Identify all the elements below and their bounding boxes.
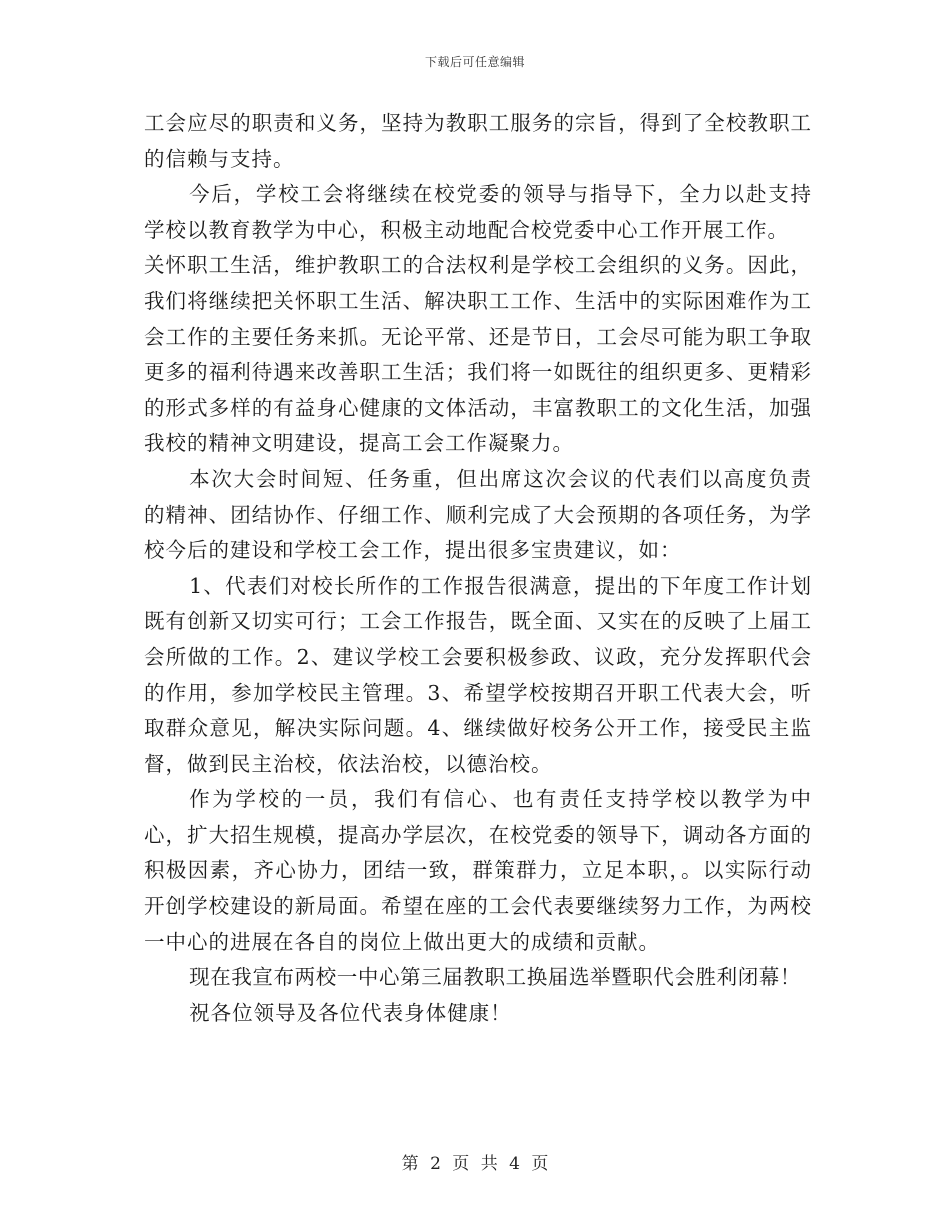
paragraph-commitment: 作为学校的一员，我们有信心、也有责任支持学校以教学为中心，扩大招生规模，提高办学层次，在校党委的领导下，调动各方面的积极因素，齐心协力，团结一致，群策群力，立足本职，。以实际行动开创学校建设的新局面。希望在座的工会代表要继续努力工作，为两校一中心的进展在各自的岗位上做出更大的成绩和贡献。: [144, 787, 812, 954]
paragraph-closing-announcement: 现在我宣布两校一中心第三届教职工换届选举暨职代会胜利闭幕！: [189, 965, 801, 990]
page-number-footer: 第 2 页 共 4 页: [401, 1154, 549, 1174]
page-header: 下载后可任意编辑: [424, 55, 525, 69]
document-body: [144, 106, 812, 1031]
paragraph-future-plans: 今后，学校工会将继续在校党委的领导与指导下，全力以赴支持学校以教育教学为中心，积极主动地配合校党委中心工作开展工作。: [144, 182, 812, 242]
paragraph-suggestions-list: 1、代表们对校长所作的工作报告很满意，提出的下年度工作计划既有创新又切实可行；工会工作报告，既全面、又实在的反映了上届工会所做的工作。2、建议学校工会要积极参政、议政，充分发挥职代会的作用，参加学校民主管理。3、希望学校按期召开职工代表大会，听取群众意见，解决实际问题。4、继续做好校务公开工作，接受民主监督，做到民主治校，依法治校，以德治校。: [144, 573, 812, 776]
paragraph-wishes: 祝各位领导及各位代表身体健康！: [189, 1000, 512, 1025]
paragraph-continued: 工会应尽的职责和义务，坚持为教职工服务的宗旨，得到了全校教职工的信赖与支持。: [144, 111, 812, 171]
paragraph-care-for-staff: 关怀职工生活，维护教职工的合法权利是学校工会组织的义务。因此，我们将继续把关怀职工生活、解决职工工作、生活中的实际困难作为工会工作的主要任务来抓。无论平常、还是节日，工会尽可能为职工争取更多的福利待遇来改善职工生活；我们将一如既往的组织更多、更精彩的形式多样的有益身心健康的文体活动，丰富教职工的文化生活，加强我校的精神文明建设，提高工会工作凝聚力。: [144, 253, 812, 456]
paragraph-meeting-summary: 本次大会时间短、任务重，但出席这次会议的代表们以高度负责的精神、团结协作、仔细工作、顺利完成了大会预期的各项任务，为学校今后的建设和学校工会工作，提出很多宝贵建议，如：: [144, 466, 812, 563]
